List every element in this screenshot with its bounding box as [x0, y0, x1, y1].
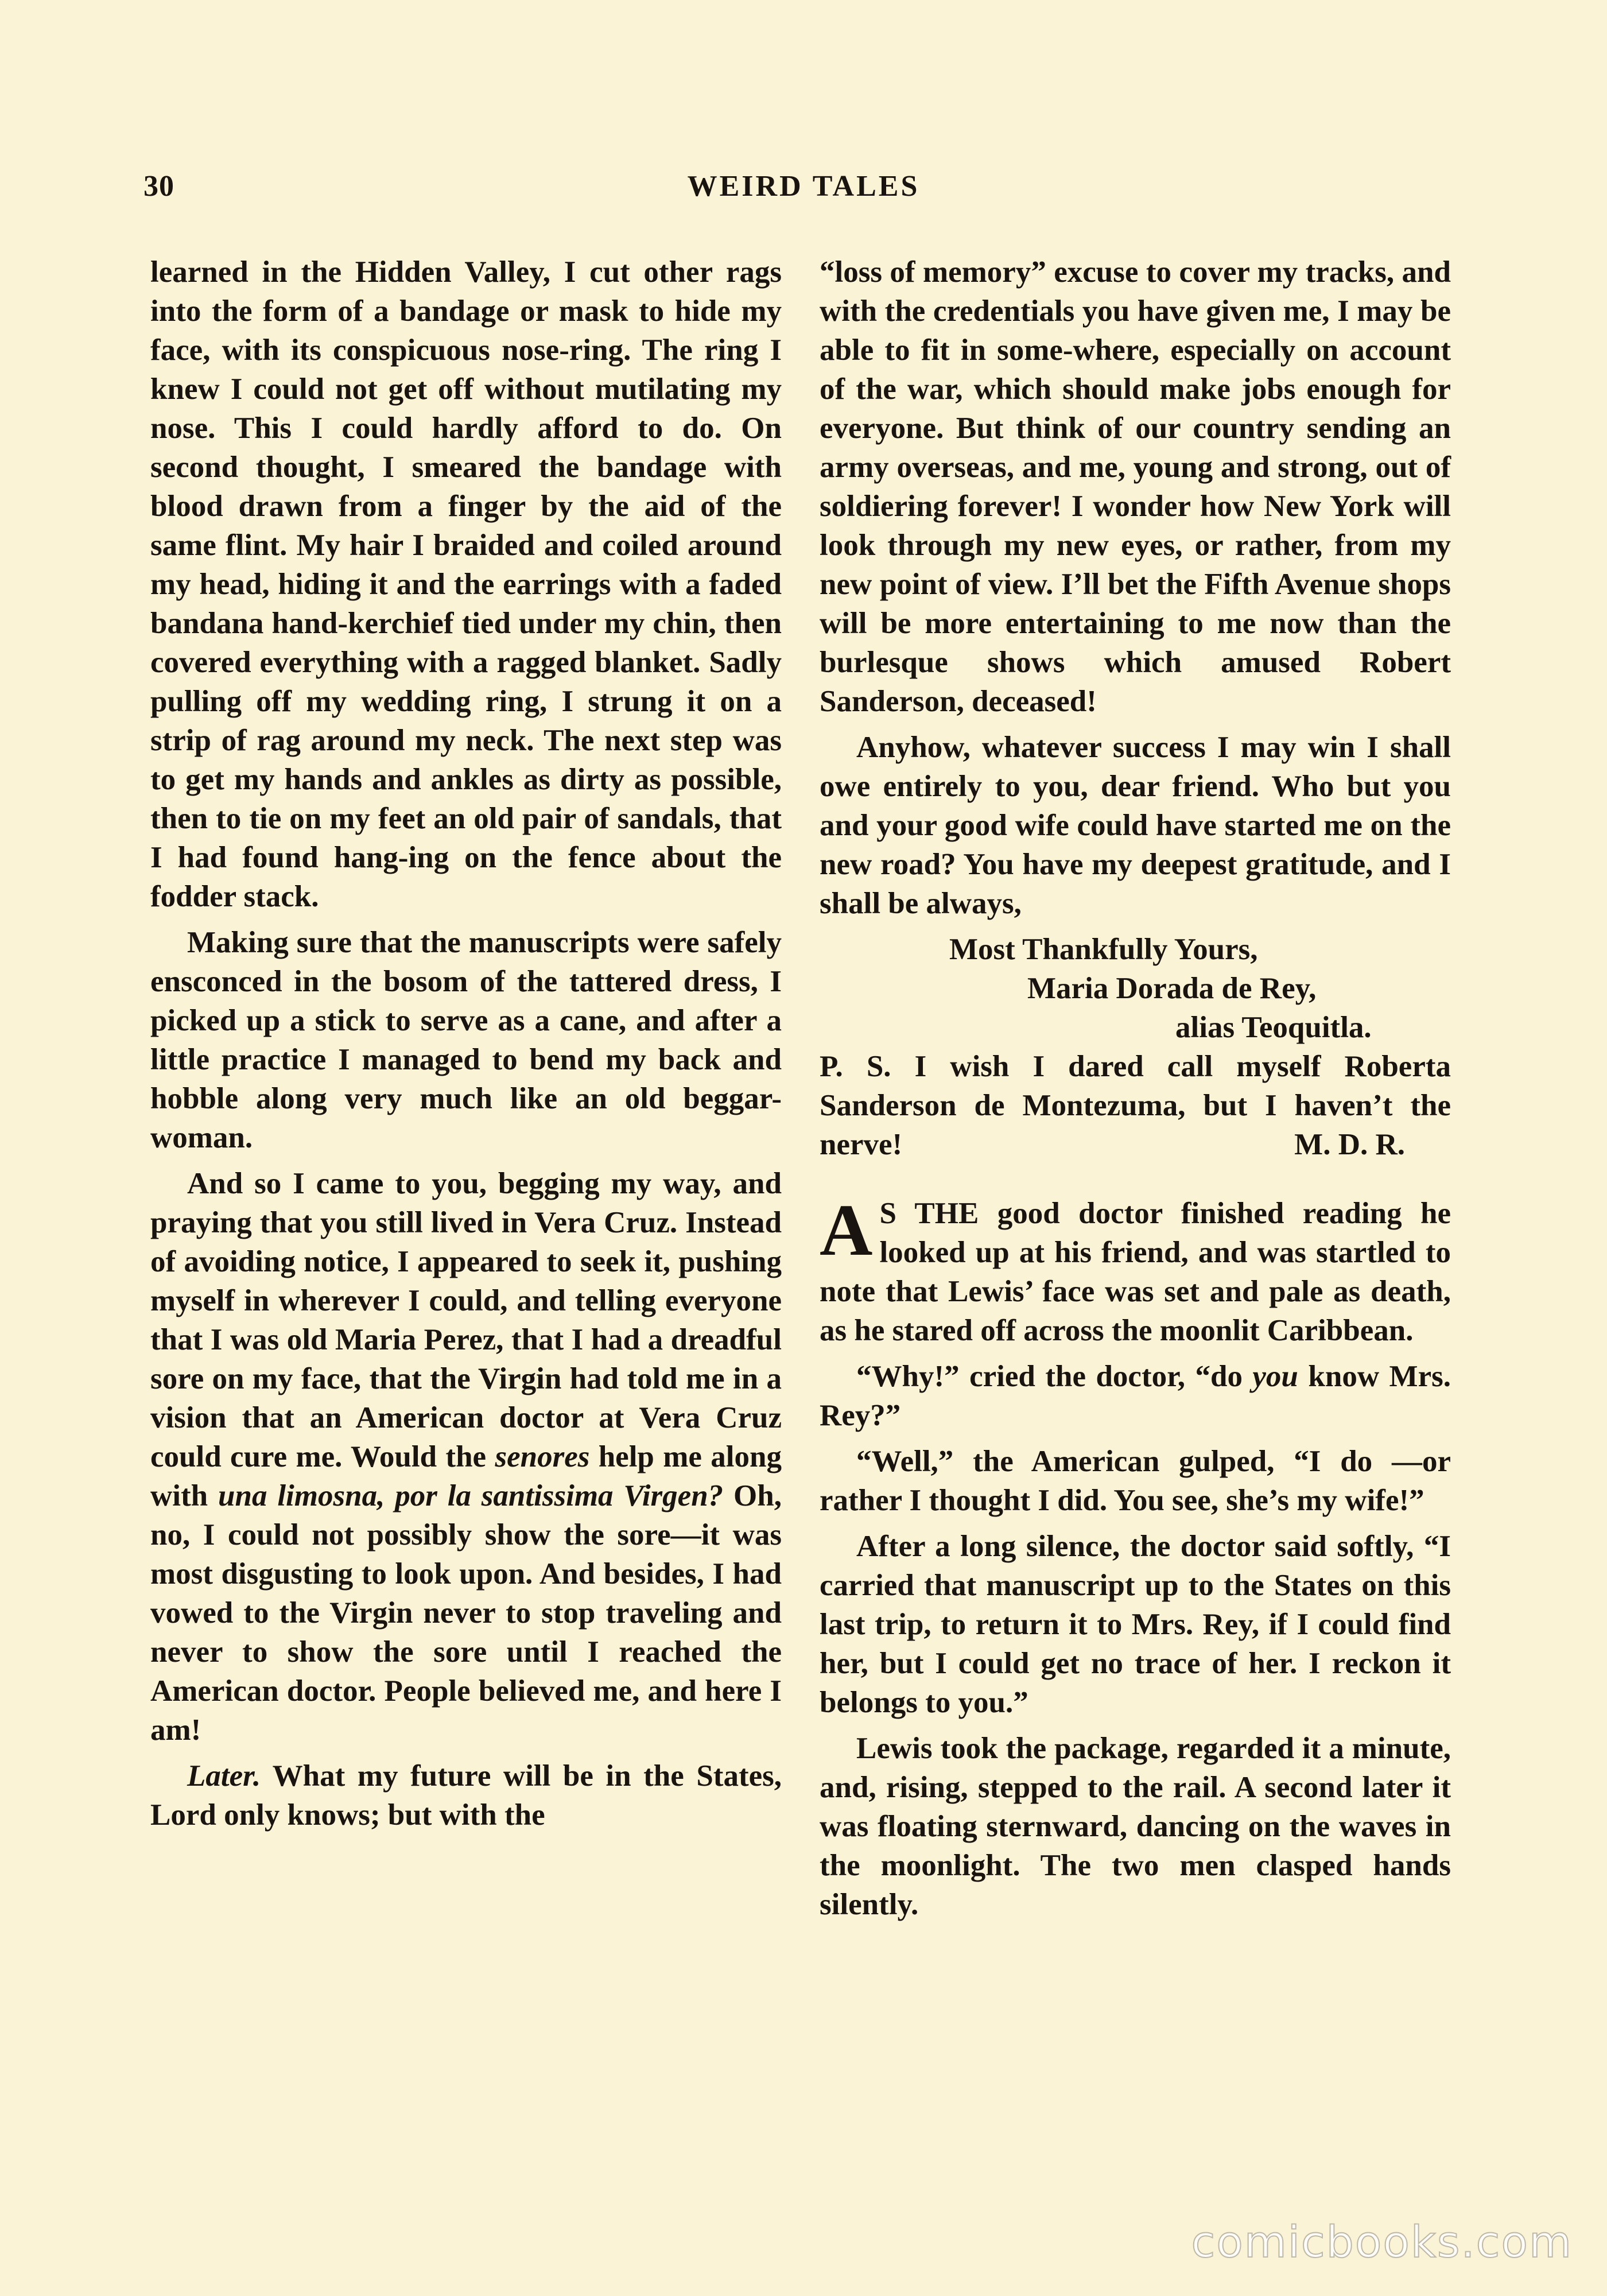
italic-text: Later.	[187, 1759, 261, 1793]
closing: Most Thankfully Yours,	[949, 933, 1258, 966]
text-run: know Mrs. Rey?”	[820, 1360, 1451, 1432]
signature: Maria Dorada de Rey,	[1027, 972, 1317, 1005]
paragraph: “loss of memory” excuse to cover my tracks, and with the credentials you have given me, I may be able to fit in some-where, especially on account of the war, which should make jobs enough for everyone. But think of our country sending an army overseas, and me, young and strong, out of soldiering forever! I wonder how New York will look through my new eyes, or rather, from my new point of view. I’ll bet the Fifth Avenue shops will be more entertaining to me now than the burlesque shows which amused Robert Sanderson, deceased!	[820, 255, 1451, 718]
paragraph	[820, 1189, 1451, 1350]
site-watermark: comicbooks.com	[1191, 2216, 1573, 2267]
text-run: And so I came to you, begging my way, and praying that you still lived in Vera Cruz. Instead of avoiding notice, I appeared to seek it, pushing myself in wherever I could, and telling everyone that I was old Maria Perez, that I had a dreadful sore on my face, that the Virgin had told me in a vision that an American doctor at Vera Cruz could cure me. Would the	[150, 1167, 782, 1473]
right-column	[820, 253, 1451, 1931]
italic-text: you	[1252, 1360, 1298, 1393]
italic-text: una limosna, por la santissima Virgen?	[218, 1479, 724, 1512]
paragraph: After a long silence, the doctor said softly, “I carried that manuscript up to the States on this last trip, to return it to Mrs. Rey, if I could find her, but I could get no trace of her. I reckon it belongs to you.”	[820, 1530, 1451, 1719]
drop-cap: A	[820, 1189, 873, 1271]
italic-text: senores	[495, 1440, 590, 1473]
paragraph: Making sure that the manuscripts were safely ensconced in the bosom of the tattered dress, I picked up a stick to serve as a cane, and after a little practice I managed to bend my back and hobble along very much like an old beggar-woman.	[150, 926, 782, 1154]
section-break	[820, 1171, 1451, 1194]
postscript-initials: M. D. R.	[1294, 1128, 1405, 1161]
paragraph: learned in the Hidden Valley, I cut other rags into the form of a bandage or mask to hide my face, with its conspicuous nose-ring. The ring I knew I could not get off without mutilating my nose. This I could hardly afford to do. On second thought, I smeared the bandage with blood drawn from a finger by the aid of the same flint. My hair I braided and coiled around my head, hiding it and the earrings with a faded bandana hand-kerchief tied under my chin, then covered everything with a ragged blanket. Sadly pulling off my wedding ring, I strung it on a strip of rag around my neck. The next step was to get my hands and ankles as dirty as possible, then to tie on my feet an old pair of sandals, that I had found hang-ing on the fence about the fodder stack.	[150, 255, 782, 913]
paragraph	[150, 1756, 782, 1835]
text-run: S THE good doctor finished reading he looked up at his friend, and was startled to note that Lewis’ face was set and pale as death, as he stared off across the moonlit Caribbean.	[820, 1197, 1451, 1347]
postscript	[820, 1047, 1451, 1164]
page-number: 30	[143, 170, 174, 203]
paragraph: Lewis took the package, regarded it a minute, and, rising, stepped to the rail. A second later it was floating sternward, dancing on the waves in the moonlight. The two men clasped hands silently.	[820, 1732, 1451, 1921]
letter-signoff	[820, 930, 1451, 1047]
text-run: “Why!” cried the doctor, “do	[856, 1360, 1253, 1393]
running-title: WEIRD TALES	[687, 170, 920, 203]
paragraph	[150, 1164, 782, 1750]
postscript-text: P. S. I wish I dared call myself Roberta Sanderson de Montezuma, but I haven’t the nerve!	[820, 1050, 1451, 1161]
paragraph: “Well,” the American gulped, “I do —or rather I thought I did. You see, she’s my wife!”	[820, 1445, 1451, 1517]
text-run: Oh, no, I could not possibly show the sore—it was most disgusting to look upon. And besides, I had vowed to the Virgin never to stop traveling and never to show the sore until I reached the American doctor. People believed me, and here I am!	[150, 1479, 782, 1747]
text-run: What my future will be in the States, Lord only knows; but with the	[150, 1759, 782, 1832]
paragraph: Anyhow, whatever success I may win I shall owe entirely to you, dear friend. Who but you and your good wife could have started me on the new road? You have my deepest gratitude, and I shall be always,	[820, 731, 1451, 920]
text-run: help me along with	[150, 1440, 782, 1512]
left-column	[150, 253, 782, 1841]
alias: alias Teoquitla.	[1175, 1011, 1372, 1044]
paragraph	[820, 1357, 1451, 1435]
